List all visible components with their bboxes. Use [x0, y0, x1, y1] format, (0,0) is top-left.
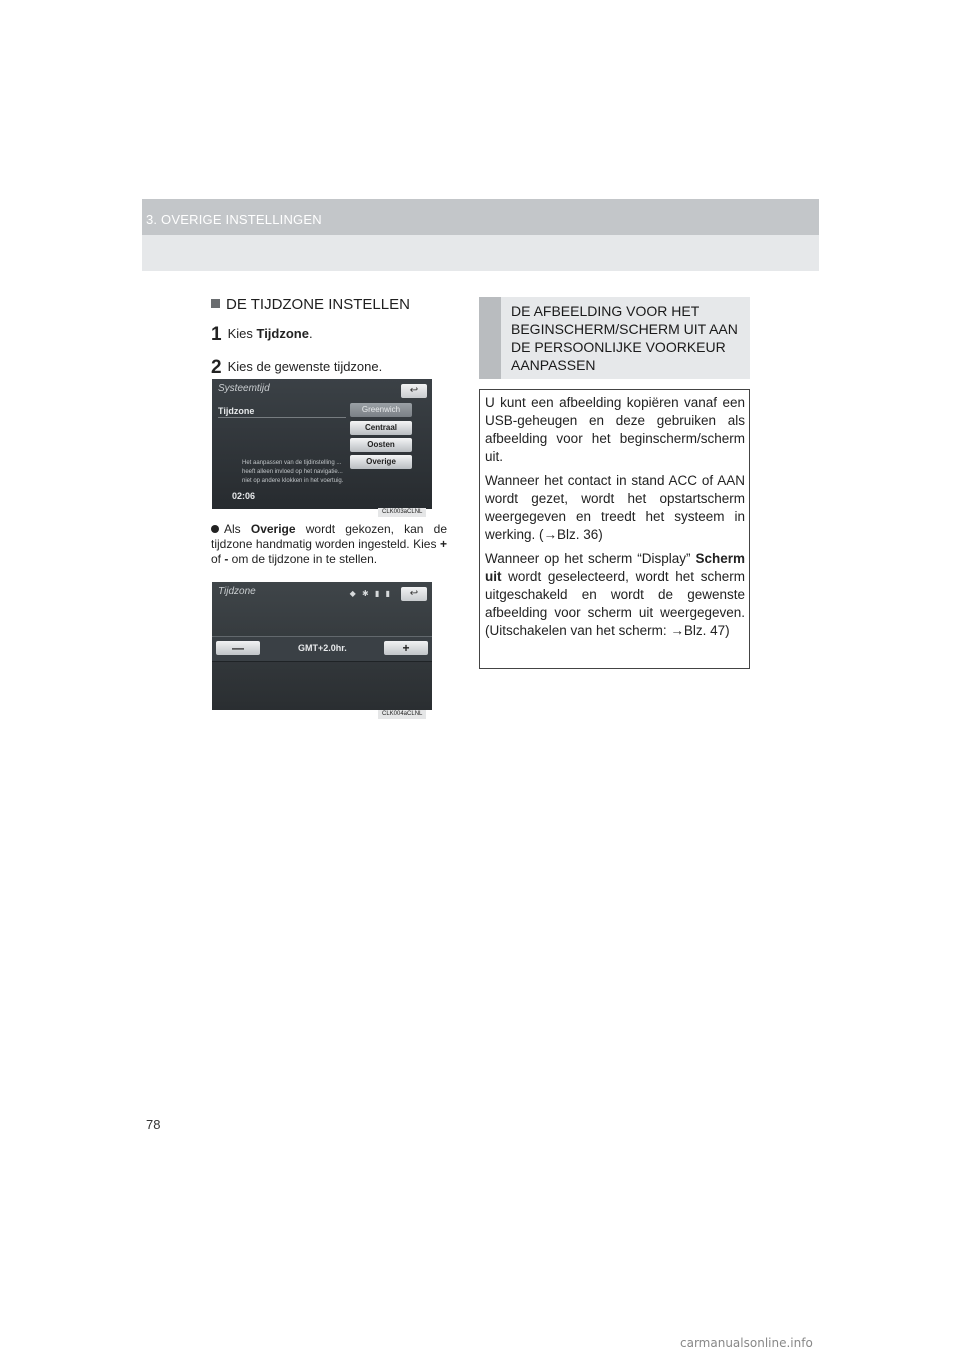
screenshot-timezone-select — [212, 379, 432, 509]
right-section-content — [485, 394, 745, 646]
paragraph-1: U kunt een afbeelding kopiëren vanaf een USB-geheugen en deze gebruiken als afbeelding voor het beginscherm/scherm uit. — [485, 395, 745, 464]
paragraph-2: Wanneer het contact in stand ACC of AAN wordt gezet, wordt het opstartscherm weergegeven en treedt het systeem in werking. (→Blz. 36) — [485, 473, 745, 542]
step-2: 2 Kies de gewenste tijdzone. — [211, 357, 383, 378]
page-number: 78 — [146, 1117, 161, 1132]
right-section-box — [479, 389, 750, 669]
option-overige[interactable]: Overige — [350, 455, 412, 469]
step-1: 1 Kies Tijdzone. — [211, 324, 313, 345]
timezone-value: GMT+2.0hr. — [298, 643, 347, 653]
right-section-header — [479, 297, 750, 379]
paragraph-3: Wanneer op het scherm “Display” Scherm uit wordt geselecteerd, wordt het scherm uitgeschakeld en wordt de gewenste afbeelding voor scherm uit weergegeven. (Uitschakelen van het scherm: →Blz. 47) — [485, 551, 745, 638]
screenshot-timezone-manual — [212, 582, 432, 710]
minus-button[interactable]: — — [216, 641, 260, 655]
header-accent-bar — [479, 297, 501, 379]
timezone-label: Tijdzone — [218, 406, 255, 416]
bullet-icon — [211, 525, 219, 533]
square-bullet-icon — [211, 299, 220, 308]
chapter-title: 3. OVERIGE INSTELLINGEN — [146, 212, 322, 227]
status-icons: ◆ ✱ ▮ ▮ — [349, 589, 392, 598]
clock-time: 02:06 — [232, 491, 256, 501]
section-heading: DE TIJDZONE INSTELLEN — [211, 295, 451, 315]
plus-button[interactable]: + — [384, 641, 428, 655]
option-oosten[interactable]: Oosten — [350, 438, 412, 452]
bullet-note: Als Overige wordt gekozen, kan de tijdzone handmatig worden ingesteld. Kies + of - om de tijdzone in te stellen. — [211, 522, 448, 566]
screen-title: Tijdzone — [218, 586, 256, 597]
image-code: CLK004aCLNL — [378, 710, 426, 719]
option-centraal[interactable]: Centraal — [350, 421, 412, 435]
screen-title: Systeemtijd — [218, 383, 270, 394]
info-message: Het aanpassen van de tijdinstelling ... heeft alleen invloed op het navigatie... niet op andere klokken in het voertuig. — [242, 460, 344, 484]
option-greenwich[interactable]: Greenwich — [350, 403, 412, 417]
right-section-title: DE AFBEELDING VOOR HET BEGINSCHERM/SCHERM UIT AAN DE PERSOONLIJKE VOORKEUR AANPASSEN — [511, 303, 738, 373]
back-button[interactable]: ↩ — [401, 384, 427, 398]
left-column — [211, 295, 451, 377]
watermark: carmanualsonline.info — [680, 1336, 813, 1350]
image-code: CLK003aCLNL — [378, 508, 426, 517]
divider — [218, 417, 346, 418]
back-button[interactable]: ↩ — [401, 587, 427, 601]
